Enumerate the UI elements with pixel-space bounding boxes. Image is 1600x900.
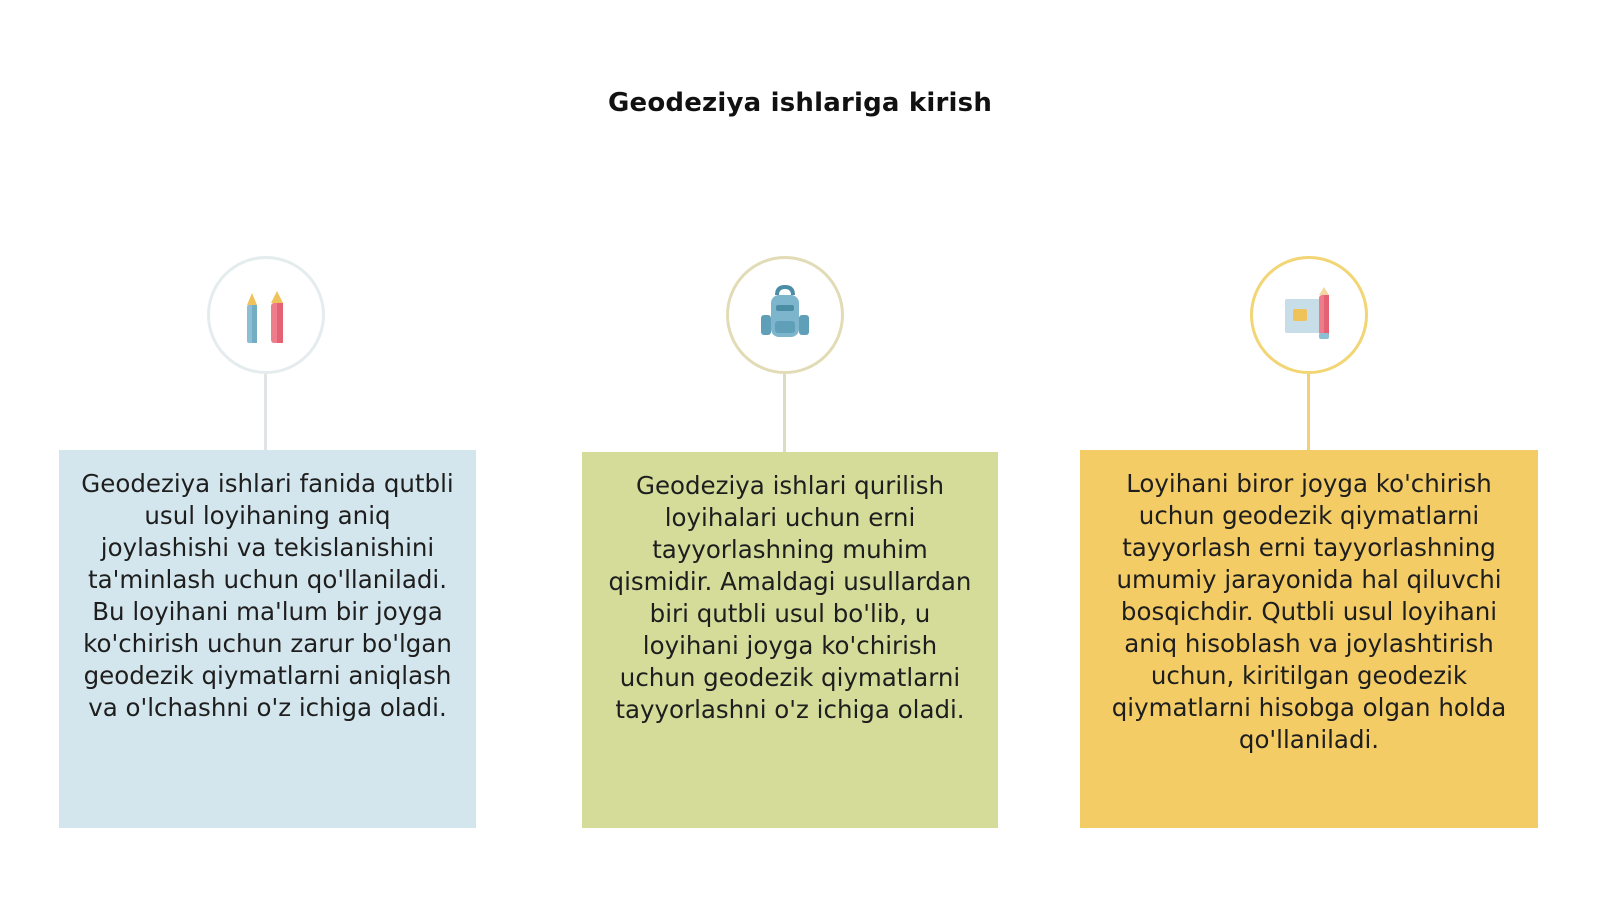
page-title: Geodeziya ishlariga kirish <box>607 88 993 118</box>
step-1-card <box>59 450 476 828</box>
step-2-icon-circle <box>726 256 844 374</box>
step-2-connector <box>783 374 786 452</box>
step-2-text: Geodeziya ishlari qurilish loyihalari uchun erni tayyorlashning muhim qismidir. Amaldagi usullardan biri qutbli usul bo'lib, u loyihani joyga ko'chirish uchun geodezik qiymatlarni tayyorlashni o'z ichiga oladi. <box>608 471 972 724</box>
step-1-connector <box>264 374 267 450</box>
step-3-text: Loyihani biror joyga ko'chirish uchun geodezik qiymatlarni tayyorlash erni tayyorlashning umumiy jarayonida hal qiluvchi bosqichdir. Qutbli usul loyihani aniq hisoblash va joylashtirish uchun, kiritilgan geodezik qiymatlarni hisobga olgan holda qo'llaniladi. <box>1111 469 1507 754</box>
step-3-connector <box>1307 374 1310 450</box>
step-3-card <box>1080 450 1538 828</box>
backpack-icon <box>755 285 815 345</box>
pencils-icon <box>238 283 294 347</box>
drawing-pencil-icon <box>1279 285 1339 345</box>
step-2-card <box>582 452 998 828</box>
step-3-icon-circle <box>1250 256 1368 374</box>
step-1-icon-circle <box>207 256 325 374</box>
step-1-text: Geodeziya ishlari fanida qutbli usul loyihaning aniq joylashishi va tekislanishini ta'minlash uchun qo'llaniladi. Bu loyihani ma'lum bir joyga ko'chirish uchun zarur bo'lgan geodezik qiymatlarni aniqlash va o'lchashni o'z ichiga oladi. <box>81 469 454 722</box>
